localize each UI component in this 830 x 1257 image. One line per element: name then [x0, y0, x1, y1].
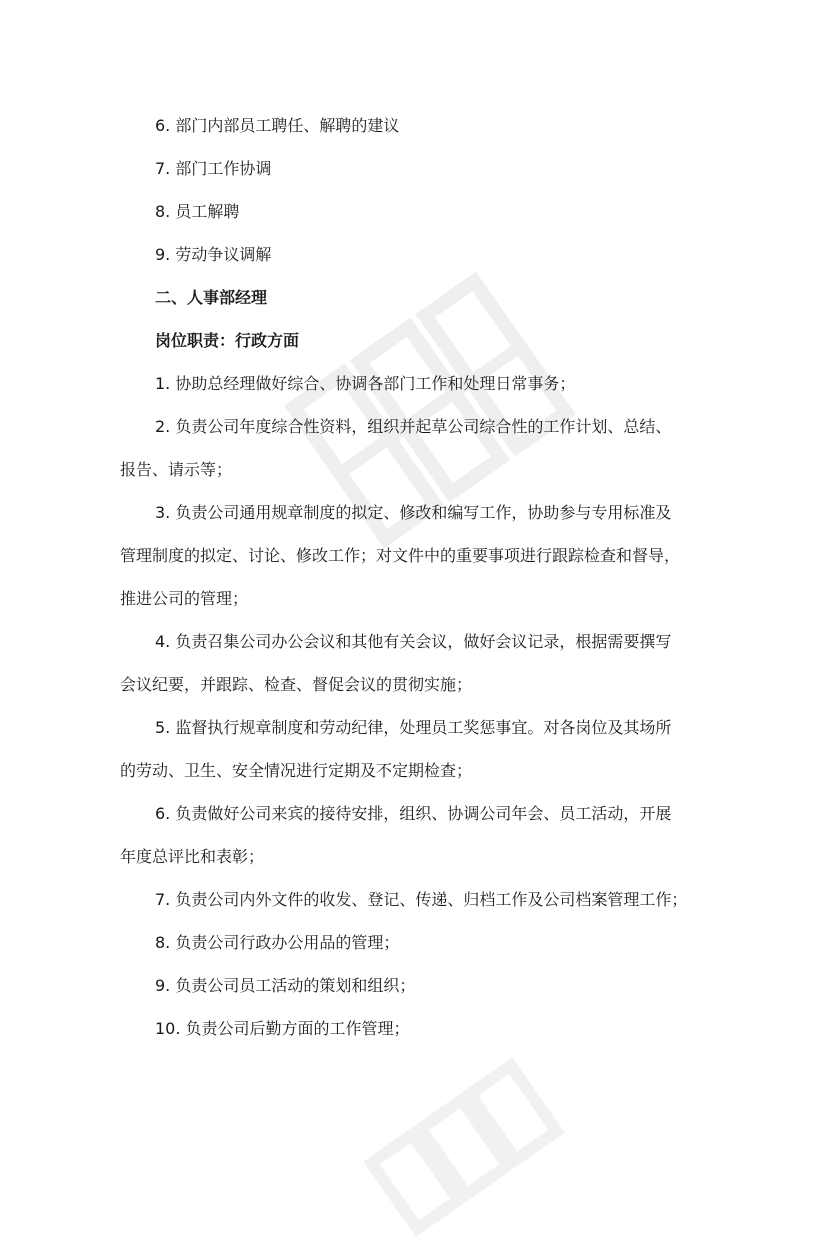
- list-item-continuation: 管理制度的拟定、讨论、修改工作；对文件中的重要事项进行跟踪检查和督导，: [120, 546, 681, 565]
- list-item-continuation: 推进公司的管理；: [120, 589, 249, 608]
- subsection-heading: 岗位职责：行政方面: [155, 331, 300, 350]
- list-item-continuation: 年度总评比和表彰；: [120, 847, 265, 866]
- list-item-continuation: 的劳动、卫生、安全情况进行定期及不定期检查；: [120, 761, 473, 780]
- list-item-continuation: 会议纪要，并跟踪、检查、督促会议的贯彻实施；: [120, 675, 473, 694]
- watermark-logo-icon: [344, 1043, 577, 1256]
- list-item: 8. 员工解聘: [155, 202, 240, 221]
- list-item: 2. 负责公司年度综合性资料，组织并起草公司综合性的工作计划、总结、: [155, 417, 672, 436]
- list-item: 9. 负责公司员工活动的策划和组织；: [155, 976, 416, 995]
- list-item: 10. 负责公司后勤方面的工作管理；: [155, 1019, 410, 1038]
- list-item: 8. 负责公司行政办公用品的管理；: [155, 933, 400, 952]
- list-item: 5. 监督执行规章制度和劳动纪律，处理员工奖惩事宜。对各岗位及其场所: [155, 718, 672, 737]
- list-item: 3. 负责公司通用规章制度的拟定、修改和编写工作，协助参与专用标准及: [155, 503, 672, 522]
- list-item: 7. 部门工作协调: [155, 159, 272, 178]
- list-item: 7. 负责公司内外文件的收发、登记、传递、归档工作及公司档案管理工作；: [155, 890, 688, 909]
- document-body: [120, 104, 720, 1050]
- list-item: 6. 部门内部员工聘任、解聘的建议: [155, 116, 400, 135]
- list-item-continuation: 报告、请示等；: [120, 460, 233, 479]
- list-item: 9. 劳动争议调解: [155, 245, 272, 264]
- section-heading: 二、人事部经理: [155, 288, 268, 307]
- list-item: 6. 负责做好公司来宾的接待安排，组织、协调公司年会、员工活动，开展: [155, 804, 672, 823]
- list-item: 4. 负责召集公司办公会议和其他有关会议，做好会议记录，根据需要撰写: [155, 632, 672, 651]
- list-item: 1. 协助总经理做好综合、协调各部门工作和处理日常事务；: [155, 374, 576, 393]
